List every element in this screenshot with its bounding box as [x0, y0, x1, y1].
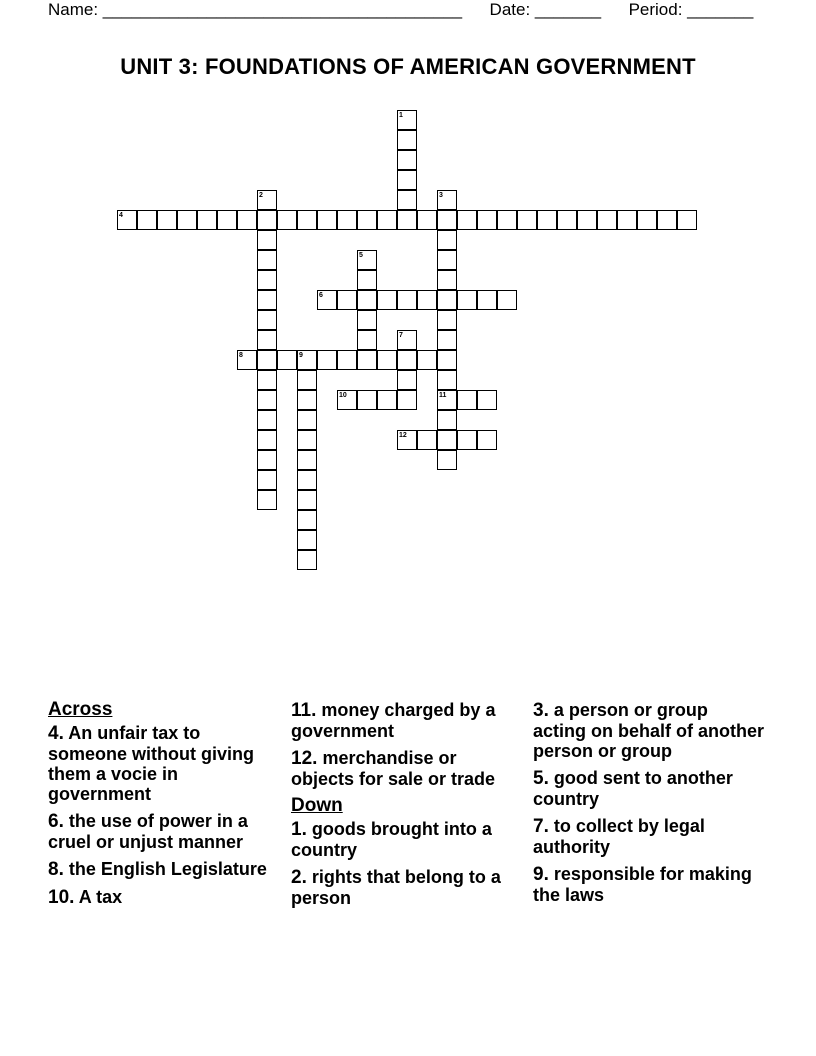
crossword-cell[interactable]	[357, 210, 377, 230]
crossword-cell[interactable]	[257, 210, 277, 230]
crossword-cell[interactable]	[457, 430, 477, 450]
crossword-cell[interactable]	[457, 390, 477, 410]
crossword-cell[interactable]	[257, 350, 277, 370]
crossword-cell[interactable]	[437, 350, 457, 370]
clue-column-3	[533, 700, 765, 912]
crossword-cell[interactable]	[317, 210, 337, 230]
crossword-cell[interactable]	[657, 210, 677, 230]
crossword-cell[interactable]	[257, 430, 277, 450]
crossword-cell[interactable]	[437, 230, 457, 250]
clue-number-label: 2	[259, 192, 263, 199]
crossword-cell[interactable]	[257, 490, 277, 510]
crossword-cell[interactable]	[297, 510, 317, 530]
clue-number-label: 4	[119, 212, 123, 219]
crossword-cell[interactable]	[497, 290, 517, 310]
crossword-cell[interactable]	[557, 210, 577, 230]
crossword-cell[interactable]	[397, 130, 417, 150]
crossword-cell[interactable]	[357, 270, 377, 290]
crossword-cell[interactable]	[357, 290, 377, 310]
crossword-cell[interactable]	[417, 290, 437, 310]
crossword-cell[interactable]	[297, 490, 317, 510]
clue-down-7: 7. to collect by legal authority	[533, 816, 705, 857]
crossword-cell[interactable]	[297, 390, 317, 410]
crossword-cell[interactable]	[517, 210, 537, 230]
crossword-cell[interactable]	[337, 290, 357, 310]
crossword-cell[interactable]	[257, 270, 277, 290]
crossword-cell[interactable]	[197, 210, 217, 230]
clue-number-label: 6	[319, 292, 323, 299]
crossword-cell[interactable]	[477, 210, 497, 230]
crossword-cell[interactable]	[417, 350, 437, 370]
crossword-cell[interactable]	[357, 330, 377, 350]
clue-number-label: 3	[439, 192, 443, 199]
crossword-cell[interactable]	[257, 290, 277, 310]
crossword-cell[interactable]	[397, 290, 417, 310]
clue-number-label: 5	[359, 252, 363, 259]
crossword-cell[interactable]	[617, 210, 637, 230]
crossword-cell[interactable]	[437, 210, 457, 230]
crossword-cell[interactable]	[157, 210, 177, 230]
crossword-cell[interactable]	[397, 210, 417, 230]
clue-number-label: 1	[399, 112, 403, 119]
clue-column-2	[291, 700, 523, 915]
date-field[interactable]: Date: _______	[489, 0, 602, 19]
clue-across-12: 12. merchandise or objects for sale or trade	[291, 748, 496, 789]
crossword-cell[interactable]	[257, 330, 277, 350]
crossword-cell[interactable]	[297, 430, 317, 450]
crossword-cell[interactable]	[377, 210, 397, 230]
clue-down-9: 9. responsible for making the laws	[533, 864, 752, 905]
crossword-cell[interactable]	[397, 170, 417, 190]
clue-column-1	[48, 700, 280, 915]
clue-down-2: 2. rights that belong to a person	[291, 867, 501, 908]
crossword-cell[interactable]	[437, 450, 457, 470]
crossword-cell[interactable]	[217, 210, 237, 230]
crossword-cell[interactable]	[397, 370, 417, 390]
crossword-cell[interactable]	[337, 350, 357, 370]
crossword-cell[interactable]	[257, 410, 277, 430]
crossword-cell[interactable]	[257, 450, 277, 470]
crossword-cell[interactable]	[437, 430, 457, 450]
crossword-cell[interactable]	[177, 210, 197, 230]
crossword-cell[interactable]	[257, 310, 277, 330]
crossword-cell[interactable]	[297, 530, 317, 550]
crossword-cell[interactable]	[477, 390, 497, 410]
crossword-cell[interactable]	[377, 290, 397, 310]
crossword-cell[interactable]	[477, 290, 497, 310]
across-heading: Across	[48, 699, 113, 720]
clue-down-3: 3. a person or group acting on behalf of another person or group	[533, 700, 765, 761]
down-heading: Down	[291, 795, 343, 816]
clue-number-label: 9	[299, 352, 303, 359]
crossword-cell[interactable]	[137, 210, 157, 230]
crossword-cell[interactable]	[437, 310, 457, 330]
clue-across-11: 11. money charged by a government	[291, 700, 496, 741]
crossword-cell[interactable]	[257, 390, 277, 410]
clue-number-label: 8	[239, 352, 243, 359]
crossword-cell[interactable]	[297, 450, 317, 470]
crossword-cell[interactable]	[457, 210, 477, 230]
period-field[interactable]: Period: _______	[628, 0, 754, 19]
crossword-cell[interactable]	[257, 470, 277, 490]
crossword-cell[interactable]	[497, 210, 517, 230]
crossword-cell[interactable]	[297, 550, 317, 570]
crossword-cell[interactable]	[377, 390, 397, 410]
crossword-cell[interactable]	[477, 430, 497, 450]
clue-down-5: 5. good sent to another country	[533, 768, 733, 809]
crossword-cell[interactable]	[457, 290, 477, 310]
clue-across-8: 8. the English Legislature	[48, 859, 267, 880]
crossword-cell[interactable]	[377, 350, 397, 370]
clue-number-label: 12	[399, 432, 407, 439]
crossword-cell[interactable]	[397, 350, 417, 370]
crossword-cell[interactable]	[417, 430, 437, 450]
crossword-cell[interactable]	[437, 270, 457, 290]
crossword-cell[interactable]	[437, 370, 457, 390]
crossword-cell[interactable]	[297, 410, 317, 430]
crossword-cell[interactable]	[237, 210, 257, 230]
crossword-cell[interactable]	[357, 350, 377, 370]
clue-across-4: 4. An unfair tax to someone without giving them a vocie in government	[48, 723, 254, 804]
clue-across-6: 6. the use of power in a cruel or unjust manner	[48, 811, 248, 852]
crossword-cell[interactable]	[257, 250, 277, 270]
crossword-cell[interactable]	[317, 350, 337, 370]
crossword-cell[interactable]	[297, 370, 317, 390]
crossword-cell[interactable]	[277, 210, 297, 230]
clue-number-label: 7	[399, 332, 403, 339]
crossword-cell[interactable]	[637, 210, 657, 230]
page-title: UNIT 3: FOUNDATIONS OF AMERICAN GOVERNMENT	[120, 54, 696, 79]
crossword-cell[interactable]	[577, 210, 597, 230]
crossword-cell[interactable]	[417, 210, 437, 230]
crossword-cell[interactable]	[437, 410, 457, 430]
crossword-cell[interactable]	[437, 290, 457, 310]
crossword-cell[interactable]	[677, 210, 697, 230]
clue-number-label: 10	[339, 392, 347, 399]
crossword-cell[interactable]	[597, 210, 617, 230]
crossword-cell[interactable]	[437, 250, 457, 270]
crossword-cell[interactable]	[277, 350, 297, 370]
crossword-cell[interactable]	[397, 390, 417, 410]
crossword-cell[interactable]	[437, 330, 457, 350]
crossword-cell[interactable]	[357, 390, 377, 410]
crossword-cell[interactable]	[337, 210, 357, 230]
crossword-cell[interactable]	[297, 210, 317, 230]
crossword-cell[interactable]	[397, 150, 417, 170]
crossword-cell[interactable]	[257, 370, 277, 390]
crossword-cell[interactable]	[357, 310, 377, 330]
clue-number-label: 11	[439, 392, 447, 399]
clue-across-10: 10. A tax	[48, 887, 123, 908]
crossword-cell[interactable]	[297, 470, 317, 490]
crossword-cell[interactable]	[257, 230, 277, 250]
crossword-cell[interactable]	[537, 210, 557, 230]
name-field[interactable]: Name: ______________________________________	[48, 0, 463, 19]
crossword-cell[interactable]	[397, 190, 417, 210]
clue-down-1: 1. goods brought into a country	[291, 819, 492, 860]
